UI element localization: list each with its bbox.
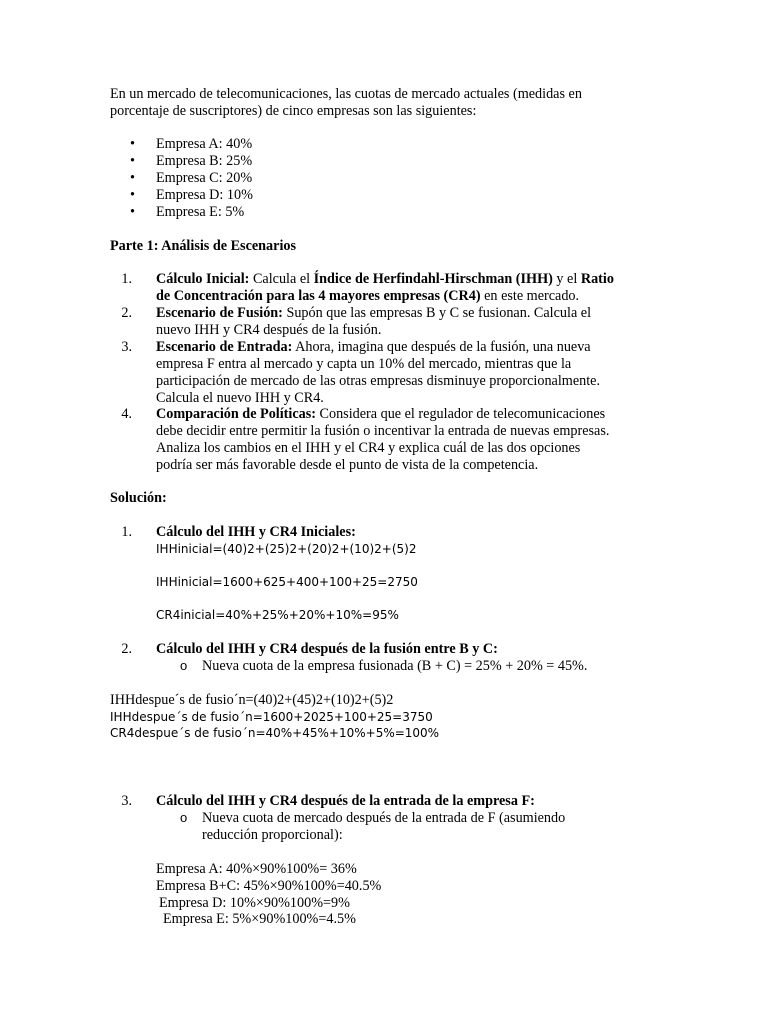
share-empresa-b: Empresa B: 25%: [156, 153, 253, 169]
share-after-entry-e: Empresa E: 5%×90%100%=4.5%: [163, 911, 356, 927]
share-after-entry-a: Empresa A: 40%×90%100%= 36%: [156, 861, 357, 877]
share-empresa-c: Empresa C: 20%: [156, 170, 253, 186]
formula-ihh-inicial: IHHinicial=(40)2+(25)2+(20)2+(10)2+(5)2: [156, 542, 417, 556]
formula-ihh-inicial-result: IHHinicial=1600+625+400+100+25=2750: [156, 575, 418, 589]
intro-line-2: porcentaje de suscriptores) de cinco empresas son las siguientes:: [110, 103, 477, 119]
share-empresa-a: Empresa A: 40%: [156, 136, 253, 152]
intro-line-1: En un mercado de telecomunicaciones, las cuotas de mercado actuales (medidas en: [110, 86, 582, 102]
document-page: En un mercado de telecomunicaciones, las cuotas de mercado actuales (medidas en porcentaje de suscriptores) de cinco empresas son las siguientes: Empresa A: 40% Empresa B: 25% Empresa C: 20% Empresa D: 10% Empresa E: 5% Parte 1: Análisis de Escenarios 1. Cálculo Inicial: Calcula el Índice de Herfindahl-Hirschman (IHH) y el Ratio de Concentración para las 4 mayores empresas (CR4) en este mercado. 2. Escenario de Fusión: Supón que las empresas B y C se fusionan. Calcula el nuevo IHH y CR4 después de la fusión. 3. Escenario de Entrada: Ahora, imagina que después de la fusión, una nueva empresa F entra al mercado y capta un 10% del mercado, mientras que la participación de mercado de las otras empresas disminuye proporcionalmente. Calcula el nuevo IHH y CR4. 4. Comparación de Políticas: Considera que el regulador de telecomunicaciones debe decidir entre permitir la fusión o incentivar la entrada de nuevas empresas. Analiza los cambios en el IHH y el CR4 y explica cuál de las dos opciones podría ser más favorable desde el punto de vista de la competencia. Solución: 1. Cálculo del IHH y CR4 Iniciales: IHHinicial=(40)2+(25)2+(20)2+(10)2+(5)2 IHHinicial=1600+625+400+100+25=2750 CR4inicial=40%+25%+20%+10%=95% 2. Cálculo del IHH y CR4 después de la fusión entre B y C: o Nueva cuota de la empresa fusionada (B + C) = 25% + 20% = 45%. IHHdespue´s de fusio´n=(40)2+(45)2+(10)2+(5)2 IHHdespue´s de fusio´n=1600+2025+100+25=3750 CR4despue´s de fusio´n=40%+45%+10%+5%=100% 3. Cálculo del IHH y CR4 después de la entrada de la empresa F: o Nueva cuota de mercado después de la entrada de F (asumiendo reducción proporcional): Empresa A: 40%×90%100%= 36% Empresa B+C: 45%×90%100%=40.5% Empresa D: 10%×90%100%=9% Empresa E: 5%×90%100%=4.5%: [110, 86, 614, 927]
share-empresa-e: Empresa E: 5%: [156, 204, 245, 220]
solution-heading: Solución:: [110, 490, 167, 506]
formula-cr4-inicial: CR4inicial=40%+25%+20%+10%=95%: [156, 608, 399, 622]
share-after-entry-bc: Empresa B+C: 45%×90%100%=40.5%: [156, 878, 382, 894]
formula-cr4-fusion: CR4despue´s de fusio´n=40%+45%+10%+5%=100%: [110, 726, 440, 740]
share-after-entry-d: Empresa D: 10%×90%100%=9%: [159, 895, 350, 911]
formula-ihh-fusion: IHHdespue´s de fusio´n=(40)2+(45)2+(10)2+(5)2: [110, 692, 394, 708]
formula-ihh-fusion-result: IHHdespue´s de fusio´n=1600+2025+100+25=3750: [110, 710, 433, 724]
share-empresa-d: Empresa D: 10%: [156, 187, 253, 203]
part1-heading: Parte 1: Análisis de Escenarios: [110, 238, 297, 254]
